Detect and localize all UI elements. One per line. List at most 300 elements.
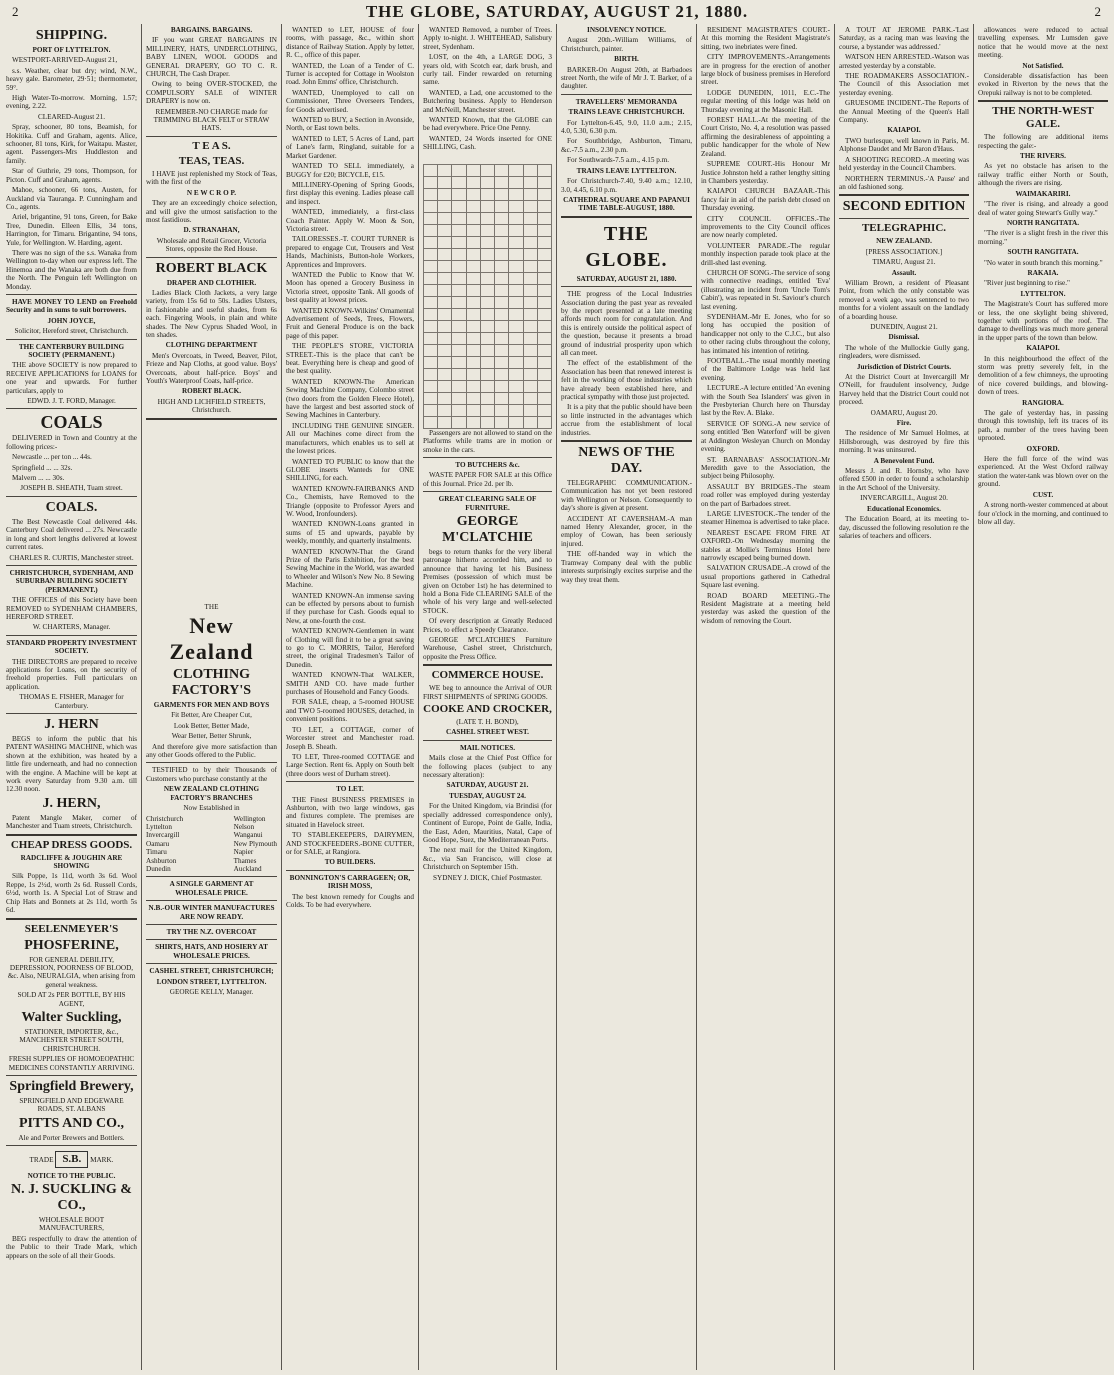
- table-row: [424, 356, 552, 368]
- trade-mark-row: [6, 1149, 137, 1169]
- wanted-ad: WANTED, the Loan of a Tender of C. Turner is accepted for Cottage in Woolston road. John Emms' office, Christchurch.: [286, 61, 414, 87]
- table-cell: [452, 224, 466, 236]
- divider: [6, 408, 137, 409]
- table-row: [424, 164, 552, 176]
- trains-text-2: For Southbridge, Ashburton, Timaru, &c.-7.5 a.m., 2.30 p.m.: [561, 137, 692, 154]
- table-cell: [466, 176, 480, 188]
- tram-time-table: [423, 164, 552, 429]
- table-cell: [452, 176, 466, 188]
- commerce-heading: COMMERCE HOUSE.: [431, 669, 544, 682]
- table-row: [424, 284, 552, 296]
- table-cell: [523, 272, 537, 284]
- table-cell: [537, 284, 551, 296]
- divider: [839, 218, 969, 219]
- divider: [423, 491, 552, 492]
- table-cell: [495, 368, 509, 380]
- town-item: Wellington: [233, 814, 266, 823]
- table-cell: [438, 320, 452, 332]
- divider: [561, 216, 692, 218]
- table-cell: [537, 308, 551, 320]
- cheap-dress-heading: CHEAP DRESS GOODS.: [10, 838, 133, 851]
- table-cell: [452, 308, 466, 320]
- wanted-ad: WANTED to BUY, a Section in Avonside, North, or East town belts.: [286, 116, 414, 133]
- wanted-ad: WANTED Removed, a number of Trees. Apply to-night. J. WHITEHEAD, Salisbury street, Sydenham.: [423, 26, 552, 51]
- table-row: [424, 320, 552, 332]
- table-cell: [509, 356, 523, 368]
- gale-heading: THE NORTH-WEST GALE.: [992, 105, 1094, 131]
- pitts-text: Ale and Porter Brewers and Bottlers.: [18, 1133, 125, 1142]
- mclatchie-heading: GEORGE M'CLATCHIE: [442, 513, 533, 545]
- town-item: Oamaru: [146, 839, 170, 848]
- table-cell: [480, 392, 494, 404]
- towns-list: [146, 815, 277, 874]
- town-item: Wanganui: [233, 831, 263, 840]
- column-rule: [281, 24, 282, 1370]
- phosferine-price: SOLD AT 2s PER BOTTLE, BY HIS AGENT,: [17, 991, 126, 1008]
- table-cell: [537, 332, 551, 344]
- table-row: [424, 200, 552, 212]
- table-cell: [509, 224, 523, 236]
- table-cell: [438, 224, 452, 236]
- coals2-text: The Best Newcastle Coal delivered 44s. Canterbury Coal delivered ... 27s. Newcastle in long and short lengths delivered at lowest current rates.: [6, 517, 137, 552]
- table-note: Passengers are not allowed to stand on the Platforms while trams are in motion or smoke in the cars.: [423, 428, 552, 454]
- table-cell: [438, 212, 452, 224]
- divider: [561, 94, 692, 95]
- table-cell: [509, 176, 523, 188]
- mclatchie-text: begs to return thanks for the very liberal patronage hitherto accorded him, and to announce that having let his Business Premises (possession of which must be given on October 1st) he has determined to hold a Bona Fide CLEARING SALE of the whole of his very large and well-selected STOCK.: [423, 547, 552, 615]
- news-paragraph: VOLUNTEER PARADE.-The regular monthly inspection parade took place at the drill-shed last evening.: [701, 241, 830, 267]
- column-rule: [973, 24, 974, 1370]
- table-cell: [466, 320, 480, 332]
- table-cell: [424, 392, 438, 404]
- table-cell: [509, 392, 523, 404]
- coals2-heading: COALS.: [45, 499, 98, 515]
- table-cell: [480, 416, 494, 428]
- to-let-heading: TO LET.: [336, 785, 364, 794]
- towns-right: [234, 815, 277, 874]
- nz-fit-3: Wear Better, Better Shrunk,: [171, 732, 252, 741]
- travellers-heading: TRAVELLERS' MEMORANDA: [575, 97, 678, 106]
- table-cell: [438, 188, 452, 200]
- table-cell: [523, 212, 537, 224]
- table-cell: [480, 308, 494, 320]
- wanted-ad: WANTED KNOWN-That WALKER, SMITH AND CO. have made further purchases of Household and Fancy Goods.: [286, 671, 414, 697]
- table-cell: [466, 416, 480, 428]
- table-cell: [537, 248, 551, 260]
- jurisdiction-heading: Jurisdiction of District Courts.: [856, 362, 952, 371]
- table-cell: [452, 368, 466, 380]
- tailoresses-ad: TAILORESSES.-T. COURT TURNER is prepared to engage Cut, Trousers and Vest Hands, Machinists, Button-hole Workers, Apprentices and Improvers.: [286, 235, 414, 269]
- table-cell: [424, 344, 438, 356]
- coals-text: DELIVERED in Town and Country at the following prices:-: [6, 434, 137, 451]
- builders-heading: TO BUILDERS.: [324, 858, 376, 867]
- divider: [6, 1145, 137, 1146]
- table-cell: [480, 272, 494, 284]
- cleared-text-5: There was no sign of the s.s. Wanaka from Wellington to-day when our express left. The Hinemoa and the Wanaka are both due from the North. The Penguin left Wellington on Monday.: [6, 248, 137, 291]
- nz-text: And therefore give more satisfaction than any other Goods offered to the Public.: [146, 742, 277, 760]
- wanted-ad: WANTED Known, that the GLOBE can be had everywhere. Price One Penny.: [423, 116, 552, 133]
- press-association: [PRESS ASSOCIATION.]: [865, 247, 943, 256]
- oxford-heading: OXFORD.: [1026, 444, 1060, 453]
- table-cell: [523, 260, 537, 272]
- table-cell: [438, 368, 452, 380]
- cleared-heading: CLEARED-August 21.: [37, 112, 106, 121]
- mark-label: MARK.: [90, 1156, 114, 1165]
- table-cell: [523, 200, 537, 212]
- lyttelton-heading: LYTTELTON.: [1020, 289, 1066, 298]
- table-cell: [537, 236, 551, 248]
- column-8: [978, 26, 1108, 1368]
- draper-heading: DRAPER AND CLOTHIER.: [166, 278, 257, 287]
- news-paragraph: ROAD BOARD MEETING.-The Resident Magistrate at a meeting held yesterday was asked the question of the wisdom of removing the Court.: [701, 591, 830, 625]
- column-1: [6, 26, 137, 1368]
- assault-text: William Brown, a resident of Pleasant Point, from which the only constable was removed a week ago, was sentenced to two months for a violent assault on the landlady of a boarding house.: [839, 278, 969, 321]
- mail-text-2: For the United Kingdom, via Brindisi (for specially addressed correspondence only), Continent of Europe, Point de Galle, India, the East, Aden, Mauritius, Natal, Cape of Good Hope, Suez, the Mediterranean Ports.: [423, 802, 552, 844]
- divider: [423, 457, 552, 458]
- table-cell: [523, 344, 537, 356]
- table-cell: [466, 284, 480, 296]
- teas-heading: T E A S.: [192, 139, 231, 152]
- divider: [286, 870, 414, 871]
- column-5: [561, 26, 692, 1368]
- table-cell: [424, 248, 438, 260]
- table-cell: [424, 380, 438, 392]
- table-cell: [438, 416, 452, 428]
- education-heading: Educational Economics.: [867, 504, 941, 513]
- table-cell: [438, 248, 452, 260]
- table-cell: [495, 248, 509, 260]
- table-cell: [509, 332, 523, 344]
- town-item: Napier: [233, 848, 254, 857]
- clothing-text: Men's Overcoats, in Tweed, Beaver, Pilot, Frieze and Nap Cloths, at good value. Boys' Overcoats, about half-price. Boys' and Youth's Waterproof Coats, half-price.: [146, 351, 277, 385]
- christchurch-society-text: THE OFFICES of this Society have been REMOVED to SYDENHAM CHAMBERS, HEREFORD STREET.: [6, 596, 137, 621]
- table-cell: [466, 308, 480, 320]
- mail-tuesday: TUESDAY, AUGUST 24.: [449, 791, 526, 800]
- table-cell: [480, 320, 494, 332]
- table-cell: [537, 164, 551, 176]
- nz-heading: New Zealand: [169, 613, 254, 665]
- table-cell: [509, 188, 523, 200]
- divider: [423, 740, 552, 741]
- news-paragraph: FOREST HALL.-At the meeting of the Court Cristo, No. 4, a resolution was passed affirming the desirableness of appointing a public handicapper for the whole of New Zealand.: [701, 116, 830, 158]
- table-cell: [509, 404, 523, 416]
- arrived-text: s.s. Weather, clear but dry; wind, N.W., heavy gale. Barometer, 29·51; thermometer, 59°.: [6, 66, 137, 92]
- standard-society-name: THOMAS E. FISHER, Manager for Canterbury.: [19, 693, 124, 710]
- table-cell: [424, 212, 438, 224]
- table-cell: [466, 200, 480, 212]
- masthead: [6, 2, 1108, 22]
- birth-heading: BIRTH.: [614, 55, 639, 64]
- wanted-ad: WANTED to LET, HOUSE of four rooms, with passage, &c., within short distance of Railway Station. Apply by letter, R. C., office of this paper.: [286, 26, 414, 60]
- waimakariri-text: "The river is rising, and already a good deal of water going Stewart's Gully way.": [978, 200, 1108, 217]
- insolvency-text: August 20th.-William Williams, of Christchurch, painter.: [561, 36, 692, 53]
- divider: [146, 876, 277, 877]
- news-paragraph: WATSON HEN ARRESTED.-Watson was arrested yesterday by a constable.: [839, 53, 969, 70]
- table-cell: [466, 188, 480, 200]
- phosferine-heading: PHOSFERINE,: [24, 937, 119, 953]
- table-cell: [509, 284, 523, 296]
- table-cell: [495, 176, 509, 188]
- table-row: [424, 296, 552, 308]
- news-paragraph: THE off-handed way in which the Tramway Company deal with the public interests surprisingly excites surprise and the way they treat them.: [561, 550, 692, 584]
- news-paragraph: KAIAPOI CHURCH BAZAAR.-This fancy fair in aid of the parish debt closed on Thursday evening.: [701, 187, 830, 213]
- standard-society-heading: STANDARD PROPERTY INVESTMENT SOCIETY.: [6, 638, 137, 656]
- invercargill-dateline: INVERCARGILL, August 20.: [860, 494, 948, 503]
- table-cell: [495, 404, 509, 416]
- table-cell: [466, 296, 480, 308]
- testified-text: TESTIFIED to by their Thousands of Customers who purchase constantly at the: [146, 766, 277, 783]
- jurisdiction-text: At the District Court at Invercargill Mr O'Neill, for fraudulent insolvency, Judge Harvey held that the District Court could not proceed.: [839, 373, 969, 407]
- table-row: [424, 224, 552, 236]
- table-cell: [523, 176, 537, 188]
- coals2-name: CHARLES R. CURTIS, Manchester street.: [9, 553, 134, 562]
- single-garment: A SINGLE GARMENT AT WHOLESALE PRICE.: [169, 880, 254, 897]
- nz-fit-1: Fit Better, Are Cheaper Cut,: [171, 711, 252, 720]
- town-item: New Plymouth: [233, 839, 277, 848]
- divider: [561, 440, 692, 442]
- for-sale-ad: FOR SALE, cheap, a 5-roomed HOUSE and TWO 5-roomed HOUSES, detached, in convenient positions.: [286, 698, 414, 724]
- nz-the: THE: [204, 602, 219, 611]
- table-row: [424, 236, 552, 248]
- table-cell: [480, 188, 494, 200]
- springfield-heading: Springfield Brewery,: [9, 1078, 134, 1094]
- building-society-heading: THE CANTERBURY BUILDING SOCIETY (PERMANENT.): [18, 342, 125, 359]
- wanted-ad: WANTED, immediately, a first-class Coach Painter. Apply W. Moon & Son, Victoria street.: [286, 208, 414, 233]
- table-cell: [523, 164, 537, 176]
- to-let-ad: THE Finest BUSINESS PREMISES in Ashburton, with two large windows, gas and fixtures complete. The premises are situated in Havelock street.: [286, 795, 414, 829]
- gale-intro: The following are additional items respecting the gale:-: [978, 133, 1108, 150]
- table-cell: [523, 368, 537, 380]
- table-cell: [523, 296, 537, 308]
- news-paragraph: GRUESOME INCIDENT.-The Reports of the Annual Meeting of the Queen's Hall Company.: [839, 99, 969, 125]
- rangiora-text: The gale of yesterday has, in passing through this township, left its traces of its path, a number of the trees having been uprooted.: [978, 409, 1108, 443]
- table-cell: [466, 344, 480, 356]
- table-cell: [438, 332, 452, 344]
- hern-heading: J. HERN: [44, 717, 99, 732]
- news-paragraph: A TOUT AT JEROME PARK.-'Last Saturday, as a racing man was leaving the course, a bystander was addressed.': [839, 26, 969, 51]
- money-ad-heading: HAVE MONEY TO LEND on Freehold Security and in sums to suit borrowers.: [6, 297, 137, 315]
- table-row: [424, 272, 552, 284]
- nb-winter: N.B.-OUR WINTER MANUFACTURES ARE NOW READY.: [148, 904, 275, 921]
- nz-clothing-heading: CLOTHING FACTORY'S: [171, 667, 252, 699]
- trains-lyttelton-heading: TRAINS LEAVE LYTTELTON.: [576, 166, 677, 175]
- table-cell: [523, 380, 537, 392]
- table-cell: [495, 236, 509, 248]
- divider: [6, 339, 137, 340]
- cleared-text-2: Star of Guthrie, 29 tons, Thompson, for Picton. Cuff and Graham, agents.: [6, 167, 137, 184]
- table-cell: [424, 188, 438, 200]
- dunedin-dateline: DUNEDIN, August 21.: [870, 322, 938, 331]
- table-cell: [466, 380, 480, 392]
- column-rule: [556, 24, 557, 1370]
- not-satisfied-heading: Not Satisfied.: [1022, 61, 1064, 70]
- table-row: [424, 176, 552, 188]
- table-cell: [452, 380, 466, 392]
- table-cell: [438, 284, 452, 296]
- nz-branches: NEW ZEALAND CLOTHING FACTORY'S BRANCHES: [163, 785, 260, 802]
- table-cell: [452, 344, 466, 356]
- table-cell: [424, 260, 438, 272]
- table-row: [424, 416, 552, 428]
- table-cell: [509, 416, 523, 428]
- news-paragraph: LODGE DUNEDIN, 1011, E.C.-The regular meeting of this lodge was held on Thursday evening at the Masonic Hall.: [701, 88, 830, 114]
- news-paragraph: ACCIDENT AT CAVERSHAM.-A man named Henry Alexander, grocer, in the employ of Cowan, has been seriously injured.: [561, 514, 692, 548]
- building-society-text: THE above SOCIETY is now prepared to RECEIVE APPLICATIONS for LOANS for one year and upwards. For further particulars, apply to: [6, 361, 137, 395]
- table-cell: [537, 392, 551, 404]
- mail-text-3: The next mail for the United Kingdom, &c., via San Francisco, will close at Christchurch on September 15th.: [423, 846, 552, 872]
- try-overcoat: TRY THE N.Z. OVERCOAT: [166, 927, 257, 936]
- waste-paper-ad: WASTE PAPER FOR SALE at this Office of this Journal. Price 2d. per lb.: [423, 471, 552, 488]
- phosferine-text: FOR GENERAL DEBILITY, DEPRESSION, POORNESS OF BLOOD, &c. Also, NEURALGIA, when arising from general weakness.: [7, 955, 136, 989]
- news-paragraph: TELEGRAPHIC COMMUNICATION.-Communication has not yet been restored with Wellington or Nelson. Consequently to day's shore is given at present.: [561, 479, 692, 513]
- table-row: [424, 332, 552, 344]
- table-row: [424, 212, 552, 224]
- table-cell: [495, 224, 509, 236]
- table-cell: [495, 188, 509, 200]
- table-cell: [523, 236, 537, 248]
- radcliffe-heading: RADCLIFFE & JOUGHIN ARE SHOWING: [20, 853, 123, 871]
- news-paragraph: SERVICE OF SONG.-A new service of song entitled 'Ben Waterford' will be given at Addington Wesleyan Church on Monday evening.: [701, 419, 830, 454]
- mail-heading: MAIL NOTICES.: [459, 743, 516, 752]
- table-cell: [452, 236, 466, 248]
- news-paragraph: LARGE LIVESTOCK.-The tender of the steamer Hinemoa is advertised to take place.: [701, 509, 830, 527]
- table-cell: [424, 224, 438, 236]
- table-cell: [466, 332, 480, 344]
- fire-heading: Fire.: [896, 419, 912, 428]
- wanted-ad: WANTED KNOWN-That the Grand Prize of the Paris Exhibition, for the best Sewing Machine in the World, was awarded to Wheeler and Wilson's New No. 8 Sewing Machine.: [286, 547, 414, 590]
- table-cell: [438, 296, 452, 308]
- divider: [146, 924, 277, 925]
- table-cell: [466, 392, 480, 404]
- table-cell: [509, 368, 523, 380]
- divider: [423, 664, 552, 666]
- seelenmeyer-heading: SEELENMEYER'S: [24, 922, 119, 935]
- education-text: The Education Board, at its meeting to-day, discussed the following resolution re the salaries of teachers and officers.: [839, 515, 969, 540]
- insolvency-heading: INSOLVENCY NOTICE.: [587, 26, 666, 34]
- table-cell: [480, 332, 494, 344]
- globe-date: SATURDAY, AUGUST 21, 1880.: [576, 274, 677, 283]
- cust-heading: CUST.: [1032, 490, 1054, 499]
- table-cell: [537, 176, 551, 188]
- leader-paragraph: The effect of the establishment of the Association has been that renewed interest is felt in the working of those industries which have already been established here, and practical sympathy with those just projected.: [561, 359, 692, 401]
- table-cell: [466, 356, 480, 368]
- table-cell: [452, 356, 466, 368]
- table-cell: [523, 188, 537, 200]
- millinery-ad: MILLINERY-Opening of Spring Goods, first display this evening. Ladies please call and inspect.: [286, 180, 414, 206]
- table-cell: [495, 164, 509, 176]
- table-cell: [424, 200, 438, 212]
- wanted-ad: WANTED the Public to Know that W. Moon has opened a Grocery Business in Victoria street, opposite Tank. All goods of best quality at lowest prices.: [286, 270, 414, 305]
- table-cell: [424, 284, 438, 296]
- town-item: Auckland: [233, 864, 262, 873]
- shirts-text: SHIRTS, HATS, AND HOSIERY AT WHOLESALE PRICES.: [155, 943, 268, 960]
- table-row: [424, 248, 552, 260]
- globe-heading: THE GLOBE.: [585, 222, 668, 271]
- column-6: [701, 26, 830, 1368]
- black-footer: ROBERT BLACK.: [181, 387, 242, 396]
- teas-text: I HAVE just replenished my Stock of Teas, with the first of the: [146, 169, 277, 187]
- bonnington-text: The best known remedy for Coughs and Colds. To be had everywhere.: [286, 892, 414, 909]
- trains-heading: TRAINS LEAVE CHRISTCHURCH.: [568, 108, 685, 117]
- column-rule: [141, 24, 142, 1370]
- table-cell: [495, 344, 509, 356]
- table-cell: [452, 212, 466, 224]
- table-row: [424, 188, 552, 200]
- to-let-ad: TO LET, Three-roomed COTTAGE and Large Section. Rent 6s. Apply on South belt (three doors west of Durham street).: [286, 752, 414, 778]
- table-cell: [495, 392, 509, 404]
- waimakariri-heading: WAIMAKARIRI.: [1015, 189, 1071, 198]
- table-cell: [424, 272, 438, 284]
- black-address: HIGH AND LICHFIELD STREETS, Christchurch.: [157, 397, 266, 415]
- divider: [146, 418, 277, 420]
- wanted-ad: WANTED KNOWN-Loans granted in sums of £5 and upwards, payable by weekly, monthly, and quarterly instalments.: [286, 520, 414, 546]
- column-rule: [834, 24, 835, 1370]
- suckling-co-heading: N. J. SUCKLING & CO.,: [11, 1182, 132, 1213]
- table-cell: [537, 212, 551, 224]
- wanted-ad: WANTED TO SELL immediately, a BUGGY for £20; BICYCLE, £15.: [286, 162, 414, 179]
- table-cell: [438, 404, 452, 416]
- town-item: Thames: [233, 856, 257, 865]
- suckling-text: STATIONER, IMPORTER, &c., MANCHESTER STREET SOUTH, CHRISTCHURCH.: [19, 1027, 124, 1053]
- table-cell: [438, 260, 452, 272]
- table-cell: [509, 272, 523, 284]
- coals-heading: COALS: [40, 412, 103, 433]
- table-cell: [537, 404, 551, 416]
- table-cell: [523, 404, 537, 416]
- table-cell: [537, 260, 551, 272]
- telegraphic-heading: TELEGRAPHIC.: [861, 222, 947, 235]
- cooke-address: CASHEL STREET WEST.: [446, 728, 529, 737]
- supplies-text: FRESH SUPPLIES OF HOMOEOPATHIC MEDICINES CONSTANTLY ARRIVING.: [8, 1055, 135, 1072]
- table-cell: [480, 248, 494, 260]
- assault-heading: Assault.: [891, 268, 917, 277]
- news-paragraph: SALVATION CRUSADE.-A crowd of the usual proportions gathered in Cathedral Square last evening.: [701, 564, 830, 590]
- town-item: Ashburton: [146, 856, 177, 865]
- arrived-heading: WESTPORT-ARRIVED-August 21,: [12, 56, 118, 65]
- table-cell: [424, 236, 438, 248]
- table-cell: [523, 284, 537, 296]
- town-item: Timaru: [146, 848, 167, 857]
- high-water: High Water-To-morrow. Morning, 1.57; evening, 2.22.: [6, 94, 137, 111]
- masthead-title: THE GLOBE, SATURDAY, AUGUST 21, 1880.: [365, 2, 749, 21]
- trade-label: TRADE: [29, 1156, 54, 1165]
- trains-text-3: For Southwards-7.5 a.m., 4.15 p.m.: [567, 156, 670, 165]
- oxford-text: Here the full force of the wind was experienced. At the West Oxford railway station the water-tank was blown over on the ground.: [978, 455, 1108, 489]
- bargains-text-2: Owing to being OVER-STOCKED, the COMPULSORY SALE of WINTER DRAPERY is now on.: [146, 80, 277, 106]
- suckling-co-text: WHOLESALE BOOT MANUFACTURERS,: [38, 1216, 105, 1233]
- trains-text: For Lyttelton-6.45, 9.0, 11.0 a.m.; 2.15, 4.0, 5.30, 6.30 p.m.: [561, 118, 692, 136]
- kaiapoi-text: In this neighbourhood the effect of the storm was pretty severely felt, in the demolition of a few chimneys, the uprooting of nice covered buildings, and blowing-down of trees.: [978, 354, 1108, 397]
- news-paragraph: NEAREST ESCAPE FROM FIRE AT OXFORD.-On Wednesday morning the stables at Mollie's Terminus Hotel here narrowly escaped being burned down.: [701, 528, 830, 562]
- table-cell: [438, 272, 452, 284]
- table-cell: [537, 296, 551, 308]
- table-cell: [424, 416, 438, 428]
- dismissal-heading: Dismissal.: [888, 333, 920, 342]
- table-cell: [480, 164, 494, 176]
- benevolent-text: Messrs J. and R. Hornsby, who have offered £500 in order to found a scholarship in the Art School of the University.: [839, 467, 969, 492]
- springfield-text: SPRINGFIELD AND EDGEWARE ROADS, ST. ALBANS: [19, 1096, 124, 1114]
- column-4: [423, 26, 552, 1368]
- table-cell: [495, 272, 509, 284]
- news-paragraph: FOOTBALL.-The usual monthly meeting of the Baltimore Lodge was held last evening.: [701, 357, 830, 382]
- table-row: [424, 392, 552, 404]
- divider: [146, 939, 277, 940]
- table-cell: [537, 356, 551, 368]
- news-paragraph: LECTURE.-A lecture entitled 'An evening with the South Sea Islanders' was given in the Presbyterian Church here on Thursday last by the Rev. A. Blake.: [701, 384, 830, 418]
- teas-text-2: They are an exceedingly choice selection, and will give the utmost satisfaction to the most fastidious.: [146, 199, 277, 224]
- coals-springfield: Springfield ... ... 32s.: [12, 463, 73, 472]
- suckling-heading: Walter Suckling,: [21, 1009, 122, 1025]
